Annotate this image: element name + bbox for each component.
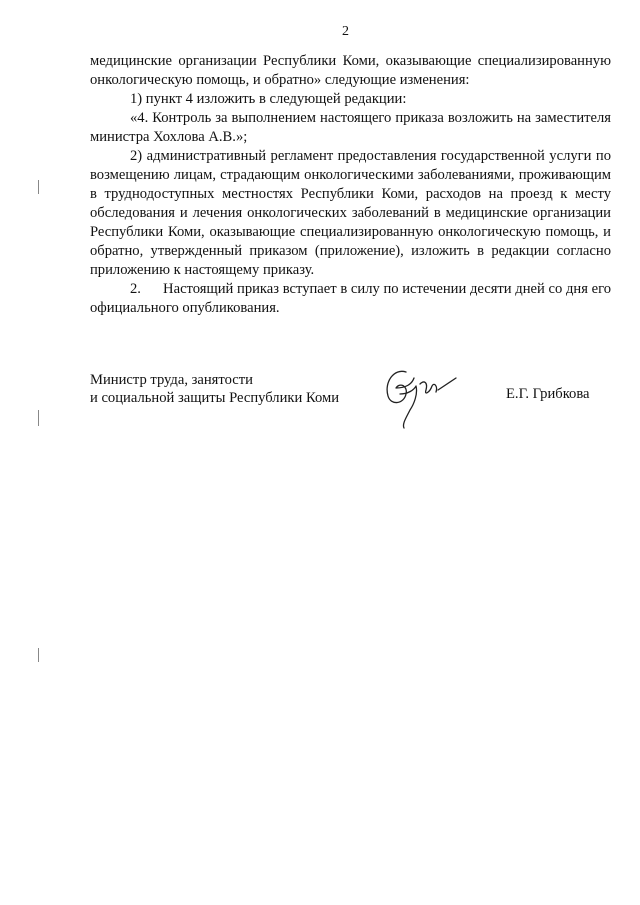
document-body <box>90 52 611 318</box>
margin-scan-mark <box>38 180 39 194</box>
paragraph-item-1: 1) пункт 4 изложить в следующей редакции: <box>130 91 407 107</box>
page-number: 2 <box>342 24 349 39</box>
signatory-name: Е.Г. Грибкова <box>506 386 590 402</box>
signatory-title-line-2: и социальной защиты Республики Коми <box>90 390 340 406</box>
margin-scan-mark <box>38 410 39 426</box>
paragraph-quote: «4. Контроль за выполнением настоящего приказа возложить на заместителя министра Хохлова А.В.»; <box>90 110 611 145</box>
handwritten-signature <box>376 364 462 432</box>
paragraph-item-2: 2) административный регламент предоставления государственной услуги по возмещению лицам, страдающим онкологическими заболеваниями, проживающим в труднодоступных местностях Республики Коми, расходов на проезд к месту обследования и лечения онкологических заболеваний в медицинские организации Республики Коми, оказывающие специализированную онкологическую помощь, и обратно, утвержденный приказом (приложение), изложить в редакции согласно приложению к настоящему приказу. <box>90 148 611 278</box>
margin-scan-mark <box>38 648 39 662</box>
signatory-title-line-1: Министр труда, занятости <box>90 372 253 388</box>
paragraph-clause-2: 2. Настоящий приказ вступает в силу по истечении десяти дней со дня его официального опубликования. <box>90 281 611 316</box>
paragraph-continuation: медицинские организации Республики Коми, оказывающие специализированную онкологическую помощь, и обратно» следующие изменения: <box>90 53 611 88</box>
signatory-title <box>90 371 339 407</box>
